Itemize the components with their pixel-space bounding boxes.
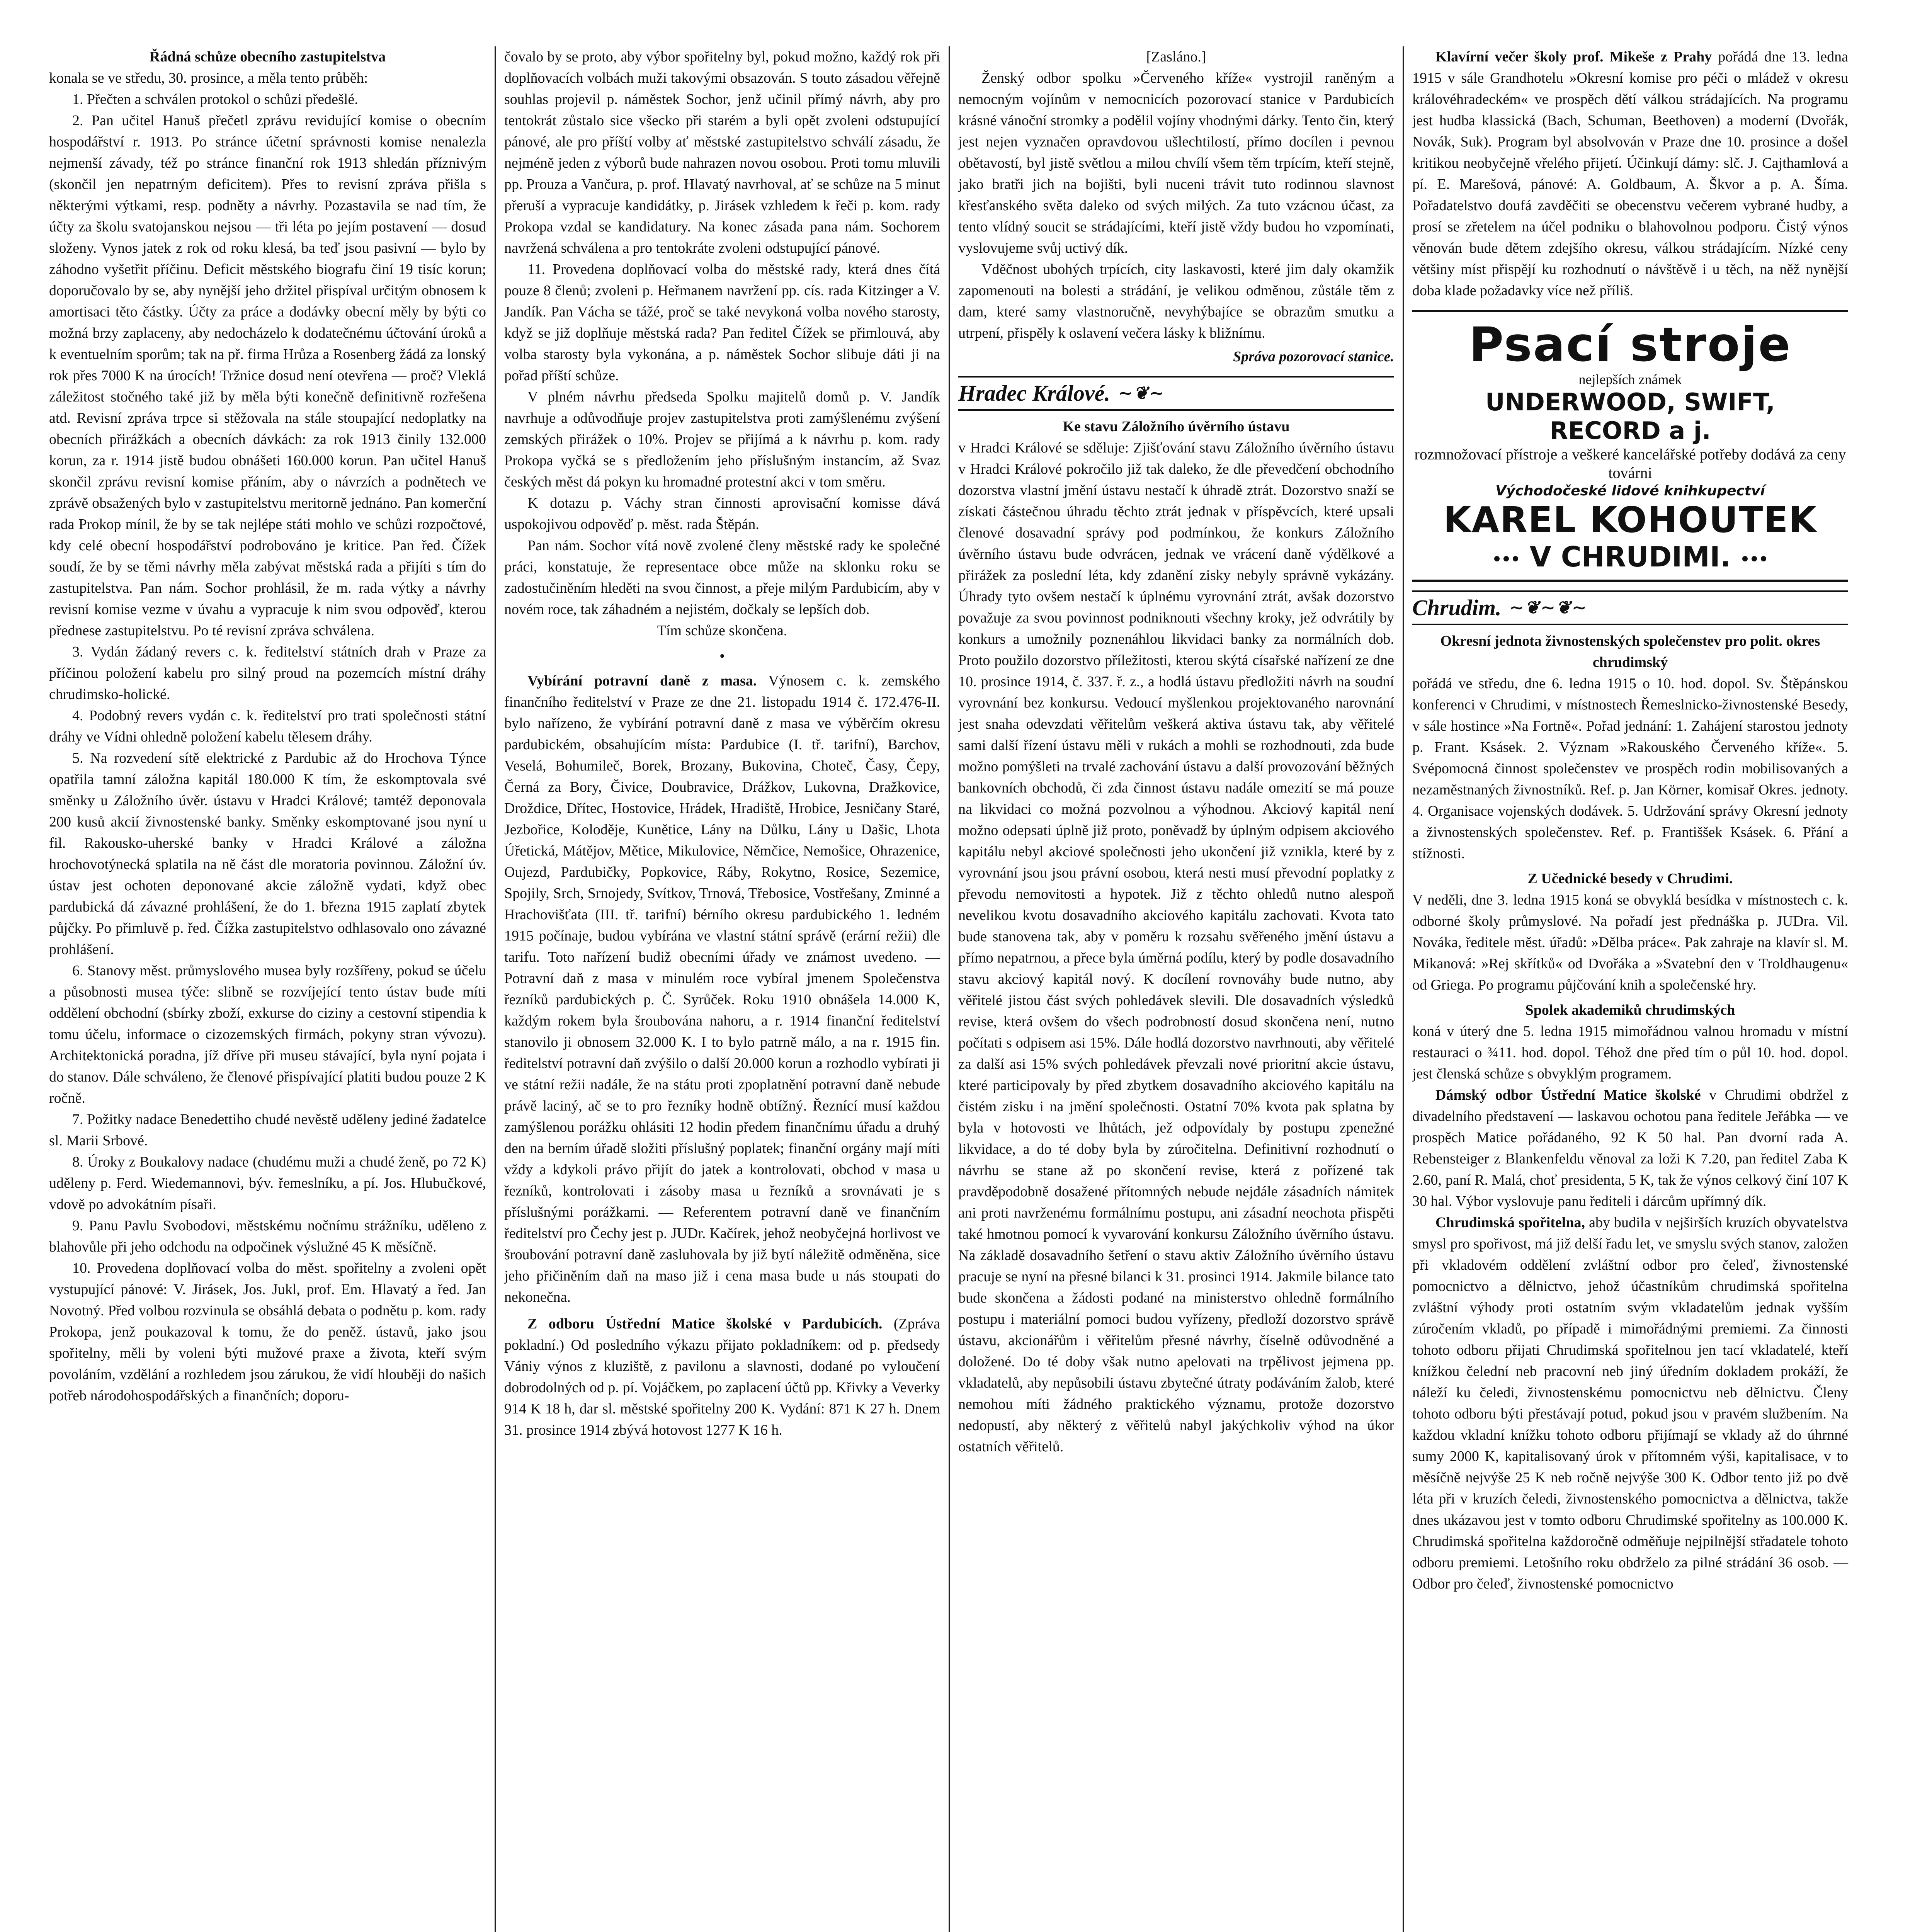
newspaper-page bbox=[41, 46, 1857, 1932]
piano-evening-heading: Klavírní večer školy prof. Mikeše z Prahy bbox=[1435, 49, 1712, 65]
meat-tax-text: Výnosem c. k. zemského finančního ředitelství v Praze ze dne 21. listopadu 1914 č. 172.476-II. bylo nařízeno, že vybírání potravní daně z masa ve výběrčím okresu pardubickém, obsahujícím místa: Pardubice (I. tř. tarifní), Barchov, Veselá, Bohumileč, Borek, Brozany, Bukovina, Choteč, Časy, Čepy, Černá za Bory, Čivice, Doubravice, Drážkov, Lukovna, Dražkovice, Droždice, Dřítec, Hostovice, Hrádek, Hradiště, Hrobice, Jesničany Staré, Jezbořice, Koloděje, Kunětice, Lány na Důlku, Lány u Dašic, Lhota Úřetická, Mátějov, Mětice, Mikulovice, Němčice, Nemošice, Ohrazenice, Oujezd, Pardubičky, Popkovice, Ráby, Rokytno, Rosice, Sezemice, Spojily, Srch, Srnojedy, Svítkov, Trnová, Třebosice, Vostřešany, Zminné a Hrachovišťata (III. tř. tarifní) bérního okresu pardubického 1. ledném 1915 počínaje, budou vybírána ve vlastní státní správě (erární režii) dle tarifu. Toto nařízení budiž obecními úřady ve známost uvedeno. — Potravní daň z masa v minulém roce vybíral jmenem Společenstva řezníků pardubických p. Č. Syrůček. Roku 1910 obnášela 14.000 K, každým rokem byla šroubována nahoru, a r. 1914 finanční ředitelství stanovilo ji obnosem 32.000 K. I to bylo patrně málo, a na r. 1915 fin. ředitelství potravní daň zvýšilo o další 20.000 korun a rozhodlo vybírati ji ve státní režii nadále, že na státu proti zpoplatnění potravní daně nebude právě laciný, ač se to pro řezníky hodně obtížný. Řeznící musí každou zamýšlenou porážku ohlásiti 12 hodin předem finančnímu úřadu a druhý den na berním úřadě složiti příslušný poplatek; finanční orgány mají míti vždy a kdykoli právo přijít do jatek a kontrolovati, obchod v masa u řezníků, kontrolovati i zásoby masa u řezníků a srovnávati je s příslušnými porážkami. — Referentem potravní daně ve finančním ředitelství pro Čechy jest p. JUDr. Kačírek, jehož neobyčejná horlivost ve šroubování potravní daně zasluhovala by již bytí náležitě odměněna, sice jeho přičiněním daň na maso již i cena masa bude u nás stoupati do nekonečna. bbox=[504, 673, 940, 1305]
council-item-4: 4. Podobný revers vydán c. k. ředitelství pro trati společnosti státní dráhy ve Vídni ohledně položení kabelu tělesem dráhy. bbox=[49, 707, 486, 745]
ad-town-text: V CHRUDIMI. bbox=[1529, 541, 1731, 573]
matice-pardubice-text: (Zpráva pokladní.) Od posledního výkazu přijato pokladníkem: od p. předsedy Vániy výnos z kluziště, z pavilonu a slavnosti, dodané po vyloučení dobrodolných od p. pí. Vojáčkem, po zaplacení účtů pp. Křivky a Veverky 914 K 18 h, dar sl. městské spořitelny 200 K. Vydání: 871 K 27 h. Dnem 31. prosince 1914 zbývá hotovost 1277 K 16 h. bbox=[504, 1316, 940, 1438]
council-item-11: 11. Provedena doplňovací volba do městské rady, která dnes čítá pouze 8 členů; zvoleni p. Heřmanem navržení pp. cís. rada Kitzinger a V. Jandík. Pan Vácha se tážé, proč se také nevykoná volba nového starosty, když se již doplňuje městská rada? Pan ředitel Čížek se přimlouvá, aby volba starosty byla vykonána, a p. náměstek Sochor slibuje dáti ji na pořad příští schůze. bbox=[504, 261, 940, 384]
zalozni-ustav-heading: Ke stavu Záložního úvěrního ústavu bbox=[1063, 418, 1290, 435]
jednota-heading: Okresní jednota živnostenských společenstev pro polit. okres chrudimský bbox=[1440, 633, 1820, 670]
ad-title: Psací stroje bbox=[1469, 317, 1792, 372]
ad-subtitle: nejlepších známek bbox=[1578, 372, 1682, 387]
ad-brands-line-2: RECORD a j. bbox=[1549, 417, 1711, 445]
council-item-10: 10. Provedena doplňovací volba do měst. spořitelny a zvoleni opět vystupující pánové: V. Jirásek, Jos. Jukl, prof. Em. Hlavatý a řed. Jan Novotný. Před volbou rozvinula se obsáhlá debata o podnětu p. kom. rady Prokopa, jenž poukazoval k tomu, že do peněž. ústavů, jako jsou spořitelny, měli by voleni býti mužové praxe a života, kteří svým povoláním, vzdělání a rozhledem jsou zárukou, že vidí hlouběji do našich potřeb národohospodářských a finančních; doporu- bbox=[49, 1260, 486, 1404]
jednota-text: pořádá ve středu, dne 6. ledna 1915 o 10. hod. dopol. Sv. Štěpánskou konferenci v Chrudimi, v místnostech Řemeslnicko-živnostenské Besedy, v sále hostince »Na Fortně«. Pořad jednání: 1. Zahájení starostou jednoty p. Frant. Ksásek. 2. Význam »Rakouského Červeného kříže«. 5. Svépomocná činnost společenstev ve prospěch rodin mobilisovaných a nezaměstnaných živnostníků. Ref. p. Jan Körner, komisař Okres. jednoty. 4. Organisace vojenských dodávek. 5. Udržování správy Okresní jednoty a živnostenských společenstev. Ref. p. Františšek Ksásek. 6. Přání a stížnosti. bbox=[1412, 675, 1848, 862]
ad-firm-name: KAREL KOHOUTEK bbox=[1443, 499, 1817, 541]
zaslano-label: [Zasláno.] bbox=[1146, 49, 1206, 65]
besedy-heading: Z Učednické besedy v Chrudimi. bbox=[1527, 871, 1733, 887]
zaslano-signature: Správa pozorovací stanice. bbox=[1233, 349, 1394, 365]
bullet-icon bbox=[1752, 556, 1757, 561]
flourish-ornament-icon: ∼❦∼❦∼ bbox=[1509, 598, 1588, 617]
council-item-7: 7. Požitky nadace Benedettiho chudé nevěstě uděleny jediné žadatelce sl. Marii Srbové. bbox=[49, 1111, 486, 1149]
zalozni-ustav-text: v Hradci Králové se sděluje: Zjišťování stavu Záložního úvěrního ústavu v Hradci Králové pokročilo již tak daleko, že dle převedčení obchodního dozorstva vlastní jmění ústavu nestačí k úhradě ztrát. Dozorstvo snaží se získati částečnou úhradu těchto ztrát jednak v příspěvcích, které upsali členové dosavadní správy pod podmínkou, že konkurs Záložního úvěrního ústavu bude odvrácen, jednak ve vrácení daně výdělkové a přirážek za poslední léta, kdy zdanění zisky nebyly správně vykázány. Úhrady tyto ovšem nestačí k úplnému vyrovnání ztrát, avšak dozorstvo považuje za svou povinnost podniknouti všechny kroky, jež odvrátily by konkurs a umožnily poznenáhlou likvidaci banky za normálních dob. Proto použilo dozorstvo příležitosti, kterou skýtá císařské nařízení ze dne 10. prosince 1914, č. 337. ř. z., a hodlá ústavu předložiti návrh na soudní vyrovnání bez konkursu. Vedoucí myšlenkou projektovaného narovnání jest snaha odevzdati věřitelům veškerá aktiva ústavu tak, aby věřitelé sami další řízení ústavu měli v rukách a mohli se rozhodnouti, zda bude možno pomýšleti na trvalé zachování ústavu a další provozování běžných bankovních obchodů, či zda činnost ústavu nadále omezití se má pouze na likvidaci co možná pozvolnou a výhodnou. Akciový kapitál není možno odepsati úplně již proto, poněvadž by úplným odpisem akciového kapitálu nebyl akciové společnosti jeho ukončení již vznikla, které by z vyrovnání jsou jsou právní osobou, která nesti musí převodní poplatky z převodu nemovitosti a hypotek. Již z těchto ohledů nutno alespoň nevelikou kvotu dosavadního akciového kapitálu zachovati. Kvota tato bude stanovena tak, aby v poměru k rozsahu svěřeného jmění ústavu a přímo nepatrnou, a přece byla úměrná podílu, který by podle dosavadního stavu akciový kapitál nový. K docílení rovnováhy bude nutno, aby věřitelé jistou část svých pohledávek slevili. Dle dosavadních výsledků revise, která ovšem do všech podrobností dosud skončena není, nutno počítati s odpisem asi 15%. Dále hodlá dozorstvo navrhnouti, aby věřitelé za další asi 15% svých pohledávek převzali nové prioritní akcie ústavu, které participovaly by před zbytkem dosavadního akciového kapitálu na čistém zisku i na jmění společnosti. Ostatní 70% kvota pak splatna by byla v hotovosti ve lhůtách, jež odpovídaly by postupu zpenežné likvidace, a do té doby byla by zúročitelna. Definitivní rozhodnutí o návrhu se stane až po skončení revise, která z pořízené tak pravděpodobně dosažené přítomných nebude nejdále zásadních námitek ani proti navrženému formálnímu postupu, ani zásadní neochota přispěti také hmotnou pomocí k vyvarování konkursu Záložního úvěrního ústavu. Na základě dosavadního šetření o stavu aktiv Záložního úvěrního ústavu pracuje se nyní na přesné bilanci k 31. prosinci 1914. Jakmile bilance tato bude skončena a žádosti podané na ministerstvo ohledně formálního postupu i materiální pomoci budou vyřízeny, předloží dozorstvo správě ústavu, akcionářům i věřitelům přesné návrhy, číselně odůvodněné a doložené. Do té doby však nutno apelovati na trpělivost jejmena pp. vkladatelů, aby nepůsobili ústavu zbytečné útraty podáváním žalob, které nemohou míti žádného praktického významu, protože dozorstvo nedopustí, aby některý z věřitelů nabyl jakýchkoliv výhod na úkor ostatních věřitelů. bbox=[958, 440, 1394, 1455]
section-header-hradec bbox=[958, 376, 1394, 411]
ad-description: rozmnožovací přístroje a veškeré kancelářské potřeby dodává za ceny továrni bbox=[1414, 446, 1846, 481]
section-title-hradec: Hradec Králové. bbox=[958, 381, 1111, 406]
flourish-ornament-icon: ∼❦∼ bbox=[1118, 383, 1165, 403]
council-inquiry: K dotazu p. Váchy stran činnosti aprovisační komisse dává uspokojivou odpověď p. měst. rada Štěpán. bbox=[504, 495, 940, 532]
council-item-9: 9. Panu Pavlu Svobodovi, městskému nočnímu strážníku, uděleno z blahovůle při jeho odchodu na odpočinek výslužné 45 K měsíčně. bbox=[49, 1218, 486, 1255]
column-1 bbox=[41, 46, 495, 1932]
bullet-icon bbox=[1513, 556, 1518, 561]
ad-shop-name: Východočeské lidové knihkupectví bbox=[1495, 483, 1765, 499]
council-proposal: V plném návrhu předseda Spolku majitelů domů p. V. Jandík navrhuje a odůvodňuje projev zastupitelstva proti zamýšlenému zvýšení zemských přirážek o 10%. Projev se přijímá a k návrhu p. kom. rady Prokopa vyčká se s předložením jeho příslušným instancím, až Svaz českých měst dá pokyn ku hromadné protestní akci v tom směru. bbox=[504, 389, 940, 490]
council-item-6: 6. Stanovy měst. průmyslového musea byly rozšířeny, pokud se účelu a působnosti musea týče: slibně se rozvíjející tento ústav bude míti oddělení obchodní (sbírky zboží, exkurse do ciziny a cestovní stipendia k tomu účelu, informace o cizozemských firmách, pokyny stran vývozu). Architektonická poradna, jíž dříve při museu stávající, byla nyní pojata i do stanov. Dále schváleno, že členové přispívající platiti budou pouze 2 K ročně. bbox=[49, 963, 486, 1106]
matice-pardubice-heading: Z odboru Ústřední Matice školské v Pardubicích. bbox=[527, 1316, 883, 1332]
meat-tax-heading: Vybírání potravní daně z masa. bbox=[527, 673, 757, 689]
council-meeting-intro: konala se ve středu, 30. prosince, a měla tento průběh: bbox=[49, 70, 368, 86]
ad-brands-line-1: UNDERWOOD, SWIFT, bbox=[1485, 388, 1775, 416]
council-item-1: 1. Přečten a schválen protokol o schůzi předešlé. bbox=[72, 91, 358, 107]
zaslano-text-2: Vděčnost ubohých trpících, city laskavosti, které jim daly okamžik zapomenouti na bolesti a strádání, je velikou odměnou, zůstále těm z dam, které samy vlastnoručně, nevyhýbajíce se obrazům smutku a utrpení, přispěly k oslavení večera lásky k bližnímu. bbox=[958, 261, 1394, 341]
council-item-2: 2. Pan učitel Hanuš přečetl zprávu revidující komise o obecním hospodářství r. 1913. Po stránce účetní správnosti komise nenalezla nejmenší závady, též po stránce finanční rok 1913 shledán příznivým (skončil jen nepatrným deficitem). Přes to revisní zpráva přišla s některými výtkami, resp. podněty a návrhy. Pozastavila se nad tím, že účty za školu svatojanskou nejsou — tři léta po jejím postavení — dosud složeny. Vynos jatek z rok od roku klesá, ba teď jsou pasivní — bylo by záhodno vyšetřit příčinu. Deficit městského biografu činí 19 tisíc korun; doporučovalo by se, aby nynější jeho držitel přispíval určitým obnosem k amortisaci těto částky. Účty za práce a dodávky obecní měly by býti co možná brzy zaplaceny, aby nedocházelo k dodatečnému účtování úroků a k eventuelním sporům; tak na př. firma Hrůza a Rosenberg žádá za lonský rok přes 7000 K na úrocích! Tržnice dosud není otevřena — proč? Vleklá záležitost stočného také již by měla býti konečně definitivně rozřešena atd. Revisní zpráva trpce si stěžovala na stále stoupající nedoplatky na obecních přirážkách a obecních dávkách: za rok 1913 činily 132.000 korun, za r. 1914 jistě budou obnášeti 160.000 korun. Pan učitel Hanuš skončil zprávu revisní komise přáním, aby o návrzích a podnětech ve zprávě obsažených bylo v zastupitelstvu meritorně jednáno. Pan komerční rada Prokop mínil, že by se tak nejlépe státi mohlo ve schůzi rozpočtové, kdy celé obecní hospodářství podrobováno je kritice. Pan řed. Čížek soudí, že by se těmi návrhy měla zabývat městská rada a přijíti s tím do zastupitelstva. Pan nám. Sochor prohlásil, že m. rada výtky a návrhy revisní komise vezme v úvahu a vypracuje k nim svou odpověď, kterou přednese zastupitelstvu. Po té revisní zpráva schválena. bbox=[49, 112, 486, 639]
damsky-odbor-heading: Dámský odbor Ústřední Matice školské bbox=[1435, 1087, 1701, 1103]
council-meeting-end: Tím schůze skončena. bbox=[657, 622, 787, 639]
spolek-text: koná v úterý dne 5. ledna 1915 mimořádnou valnou hromadu v místní restauraci o ¾11. hod. dopol. Téhož dne před tím o půl 10. hod. dopol. jest členská schůze s obvyklým programem. bbox=[1412, 1023, 1848, 1082]
bullet-icon bbox=[1742, 556, 1748, 561]
separator-star: • bbox=[719, 647, 725, 665]
column-3 bbox=[949, 46, 1403, 1932]
column-2 bbox=[495, 46, 949, 1932]
council-continued: čovalo by se proto, aby výbor spořitelny byl, pokud možno, každý rok při doplňovacích volbách muži takovými obsazován. S touto zásadou věřejně souhlas projevil p. náměstek Sochor, jenž učinil přímý návrh, aby pro tentokrát zůstalo sice všecko při starém a byli opět zvoleni odstupující pánové, ale pro příští volby ať městské zastupitelstvo schválí zásadu, že nejméně jeden z výborů bude nahrazen novou osobou. Proti tomu mluvili pp. Prouza a Vančura, p. prof. Hlavatý navrhoval, ať se schůze na 5 minut přeruší a vypracuje kandidátky, p. Jirásek vzhledem k řeči p. kom. rady Prokopa vzdal se kandidatury. Na konec zásada pana nám. Sochorem navržená schválena a pro tentokráte zvoleni odstupující pánové. bbox=[504, 49, 940, 256]
council-meeting-heading: Řádná schůze obecního zastupitelstva bbox=[149, 49, 386, 65]
typewriter-advertisement bbox=[1412, 310, 1848, 582]
section-header-chrudim bbox=[1412, 590, 1848, 625]
column-4 bbox=[1403, 46, 1857, 1932]
council-closing-remarks: Pan nám. Sochor vítá nově zvolené členy městské rady ke společné práci, konstatuje, že representace obce může na sklonku roku se zadostučiněním hleděti na svou činnost, a přeje milým Pardubicím, aby v novém roce, tak záhadném a nejistém, dočkaly se lepších dob. bbox=[504, 537, 940, 617]
zaslano-text: Ženský odbor spolku »Červeného kříže« vystrojil raněným a nemocným vojínům v nemocnicích pozorovací stanice v Pardubicích krásné vánoční stromky a podělil vojíny vhodnými dárky. Tento čin, který jest nejen vyznačen opravdovou ušlechtilostí, přímo docílen i pevnou obětavostí, byl jistě světlou a milou chvílí všem těm trpícím, kteří stejně, jako bratři jich na bojišti, byli nuceni trávit tuto rodinnou slavnost křesťanského světa daleko od svých milých. Za tuto vzácnou účast, za tento vlídný soucit se strádajícími, kteří jistě vždy budou ho vzpomínati, vyslovujeme svůj uctivý dík. bbox=[958, 70, 1394, 256]
section-title-chrudim: Chrudim. bbox=[1412, 595, 1502, 620]
bullet-icon bbox=[1503, 556, 1509, 561]
piano-evening-text: pořádá dne 13. ledna 1915 v sále Grandhotelu »Okresní komise pro péči o mládež v okresu královéhradeckém« ve prospěch dětí válkou strádajících. Na programu jest hudba klassická (Bach, Schuman, Beethoven) a moderní (Dvořák, Novák, Suk). Program byl absolvován v Praze dne 10. prosince a došel kritikou neobyčejně vřelého přijetí. Účinkují dámy: slč. J. Cajthamlová a pí. E. Marešová, pánové: A. Goldbaum, A. Škvor a p. A. Šíma. Pořadatelstvo doufá zavděčiti se obecenstvu večerem vybrané hudby, a prosí se zřetelem na účel podniku o blahovolnou podporu. Čistý výnos věnován bude dětem zdejšího okresu, válkou strádajícím. Nízké ceny většiny míst přispějí ku rozhodnutí o návštěvě i u těch, na něž nynější doba klade požadavky více než příliš. bbox=[1412, 49, 1848, 299]
sporitelna-text: aby budila v nejširších kruzích obyvatelstva smysl pro spořivost, má již delší řadu let, ve smyslu svých stanov, založen při vkladovém oddělení zvláštní odbor pro čeleď, živnostenské pomocnictvo a dělnictvo, jehož účastníkům chrudimská spořitelna zvláštní výhody proti ostatním svým vkladatelům jednak vyšším zúročením vkladů, po případě i mimořádnými premiemi. Za činnosti tohoto odboru přijati Chrudimská spořitelnou jen tací vkladatelé, kteří knížkou čelední neb pracovní neb jiný úředním dokladem prokáží, že náleží ku čeledi, živnostenskému pomocnictvu neb dělnictvu. Členy tohoto odboru býti přestávají potud, pokud jsou v pravém službením. Na každou vkladní knížku tohoto odboru přijímají se vklady až do úhrnné sumy 2000 K, kapitalisovaný úrok v přítomném výši, kapitalisace, v to měsíčně nejvýše 25 K neb ročně nejvýše 300 K. Odbor tento již po dvě léta při v kruzích čeledi, živnostenského pomocnictva a dělnictva, takže dnes ukázavou jest v tomto odboru Chrudimské spořitelny as 100.000 K. Chrudimská spořitelna každoročně odměňuje nejpilnější střadatele tohoto odboru premiemi. Letošního roku obdrželo za pilné strádání 36 osob. — Odbor pro čeleď, živnostenské pomocnictvo bbox=[1412, 1214, 1849, 1592]
damsky-odbor-text: v Chrudimi obdržel z divadelního představení — laskavou ochotou pana ředitele Jeřábka — ve prospěch Matice pořádaného, 92 K 50 hal. Pan dvorní rada A. Rebensteiger z Blankenfeldu věnoval za loži K 7.20, pan ředitel Zaba K 2.60, paní R. Malá, choť presidenta, 5 K, tak že výnos celkový činí 107 K 30 hal. Výbor vyslovuje panu řediteli i dárcům upřímný dík. bbox=[1412, 1087, 1849, 1209]
spolek-heading: Spolek akademiků chrudimských bbox=[1525, 1002, 1735, 1018]
sporitelna-heading: Chrudimská spořitelna, bbox=[1435, 1214, 1585, 1231]
bullet-icon bbox=[1761, 556, 1766, 561]
council-item-5: 5. Na rozvedení sítě elektrické z Pardubic až do Hrochova Týnce opatřila tamní záložna kapitál 180.000 K tím, že eskomptovala své směnky u Záložního úvěr. ústavu v Hradci Králové; tamtéž deponovala 200 kusů akcií živnostenské banky. Směnky eskomptované jsou nyní u fil. Rakousko-uherské banky v Hradci Králové a záložna hrochovotýnecká splatila na ně část dle moratoria povinnou. Záložní úv. ústav jest ochoten deponované akcie záložně vydati, když obec pardubická dá závazné prohlášení, že do 1. března 1915 zaplatí zbytek půjčky. Po přimluvě p. řed. Čížka zastupitelstvo odhlasovalo ono závazné prohlášení. bbox=[49, 750, 486, 957]
bullet-icon bbox=[1494, 556, 1500, 561]
ad-town bbox=[1412, 540, 1848, 573]
council-item-8: 8. Úroky z Boukalovy nadace (chudému muži a chudé ženě, po 72 K) uděleny p. Ferd. Wiedemannovi, býv. řemeslníku, a pí. Jos. Hlubučkové, vdově po advokátním písaři. bbox=[49, 1154, 486, 1213]
council-item-3: 3. Vydán žádaný revers c. k. ředitelství státních drah v Praze za příčinou položení kabelu pro silný proud na pozemcích místní dráhy chrudimsko-holické. bbox=[49, 644, 486, 702]
besedy-text: V neděli, dne 3. ledna 1915 koná se obvyklá besídka v místnostech c. k. odborné školy průmyslové. Na pořadí jest přednáška p. JUDra. Vil. Nováka, ředitele měst. úřadů: »Dělba práce«. Pak zahraje na klavír sl. M. Mikanová: »Rej skřítků« od Dvořáka a »Svatební den v Troldhaugenu« od Griega. Po programu půjčování knih a společenské hry. bbox=[1412, 892, 1848, 993]
